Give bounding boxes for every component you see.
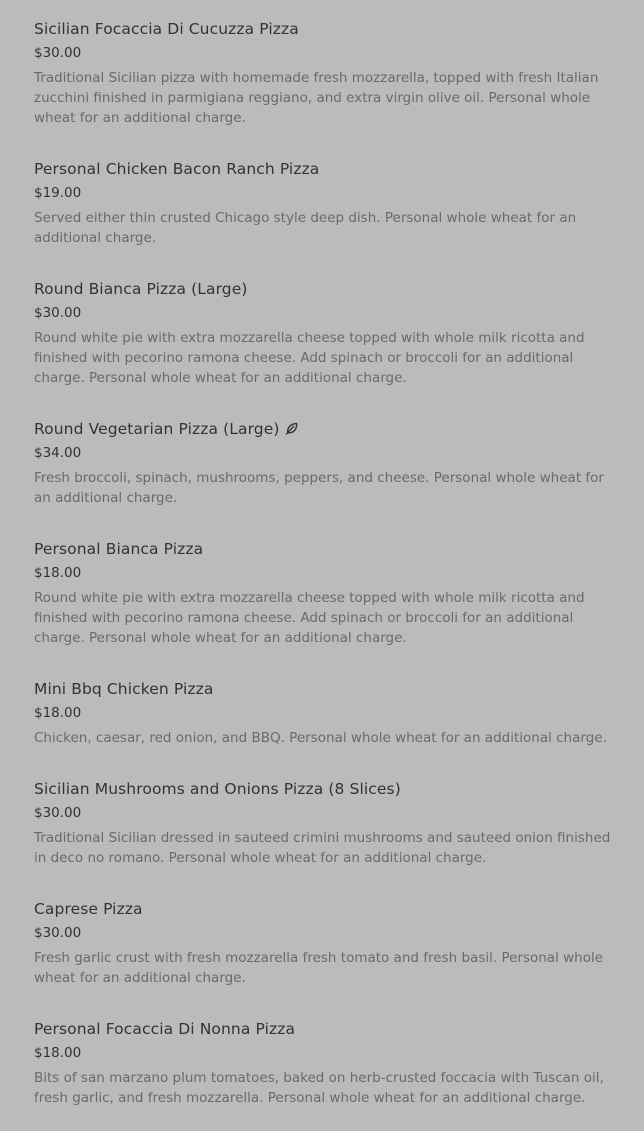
item-description: Served either thin crusted Chicago style deep dish. Personal whole wheat for an additional charge. xyxy=(34,210,577,246)
item-price: $18.00 xyxy=(34,705,82,721)
menu-item[interactable] xyxy=(34,279,618,388)
item-price: $18.00 xyxy=(34,565,82,581)
item-name: Mini Bbq Chicken Pizza xyxy=(34,680,214,698)
menu-item[interactable] xyxy=(34,899,618,988)
item-name: Caprese Pizza xyxy=(34,900,143,918)
item-price: $18.00 xyxy=(34,1045,82,1061)
menu-item[interactable] xyxy=(34,159,618,248)
menu-item[interactable] xyxy=(34,539,618,648)
item-price: $30.00 xyxy=(34,925,82,941)
item-name: Round Vegetarian Pizza (Large) xyxy=(34,420,280,438)
item-name: Personal Bianca Pizza xyxy=(34,540,204,558)
leaf-icon xyxy=(285,422,298,435)
menu-item[interactable] xyxy=(34,679,618,748)
item-description: Fresh broccoli, spinach, mushrooms, peppers, and cheese. Personal whole wheat for an additional charge. xyxy=(34,470,604,506)
item-price: $19.00 xyxy=(34,185,82,201)
item-name: Personal Chicken Bacon Ranch Pizza xyxy=(34,160,320,178)
item-description: Fresh garlic crust with fresh mozzarella fresh tomato and fresh basil. Personal whole wheat for an additional charge. xyxy=(34,950,604,986)
item-price: $30.00 xyxy=(34,45,82,61)
item-price: $34.00 xyxy=(34,445,82,461)
item-description: Traditional Sicilian dressed in sauteed crimini mushrooms and sauteed onion finished in deco no romano. Personal whole wheat for an additional charge. xyxy=(34,830,611,866)
item-price: $30.00 xyxy=(34,305,82,321)
item-description: Round white pie with extra mozzarella cheese topped with whole milk ricotta and finished with pecorino ramona cheese. Add spinach or broccoli for an additional charge. Personal whole wheat for an additional charge. xyxy=(34,590,585,646)
item-description: Bits of san marzano plum tomatoes, baked on herb-crusted foccacia with Tuscan oil, fresh garlic, and fresh mozzarella. Personal whole wheat for an additional charge. xyxy=(34,1070,604,1106)
item-description: Round white pie with extra mozzarella cheese topped with whole milk ricotta and finished with pecorino ramona cheese. Add spinach or broccoli for an additional charge. Personal whole wheat for an additional charge. xyxy=(34,330,585,386)
item-name: Sicilian Focaccia Di Cucuzza Pizza xyxy=(34,20,299,38)
menu-item[interactable] xyxy=(34,19,618,128)
item-name: Round Bianca Pizza (Large) xyxy=(34,280,248,298)
item-description: Traditional Sicilian pizza with homemade fresh mozzarella, topped with fresh Italian zucchini finished in parmigiana reggiano, and extra virgin olive oil. Personal whole wheat for an additional charge. xyxy=(34,70,599,126)
item-name: Personal Focaccia Di Nonna Pizza xyxy=(34,1020,296,1038)
item-name-row xyxy=(34,419,618,439)
menu-item[interactable] xyxy=(34,779,618,868)
menu-item[interactable] xyxy=(34,419,618,508)
item-price: $30.00 xyxy=(34,805,82,821)
item-description: Chicken, caesar, red onion, and BBQ. Personal whole wheat for an additional charge. xyxy=(34,730,607,746)
item-name: Sicilian Mushrooms and Onions Pizza (8 Slices) xyxy=(34,780,401,798)
menu-item[interactable] xyxy=(34,1019,618,1108)
